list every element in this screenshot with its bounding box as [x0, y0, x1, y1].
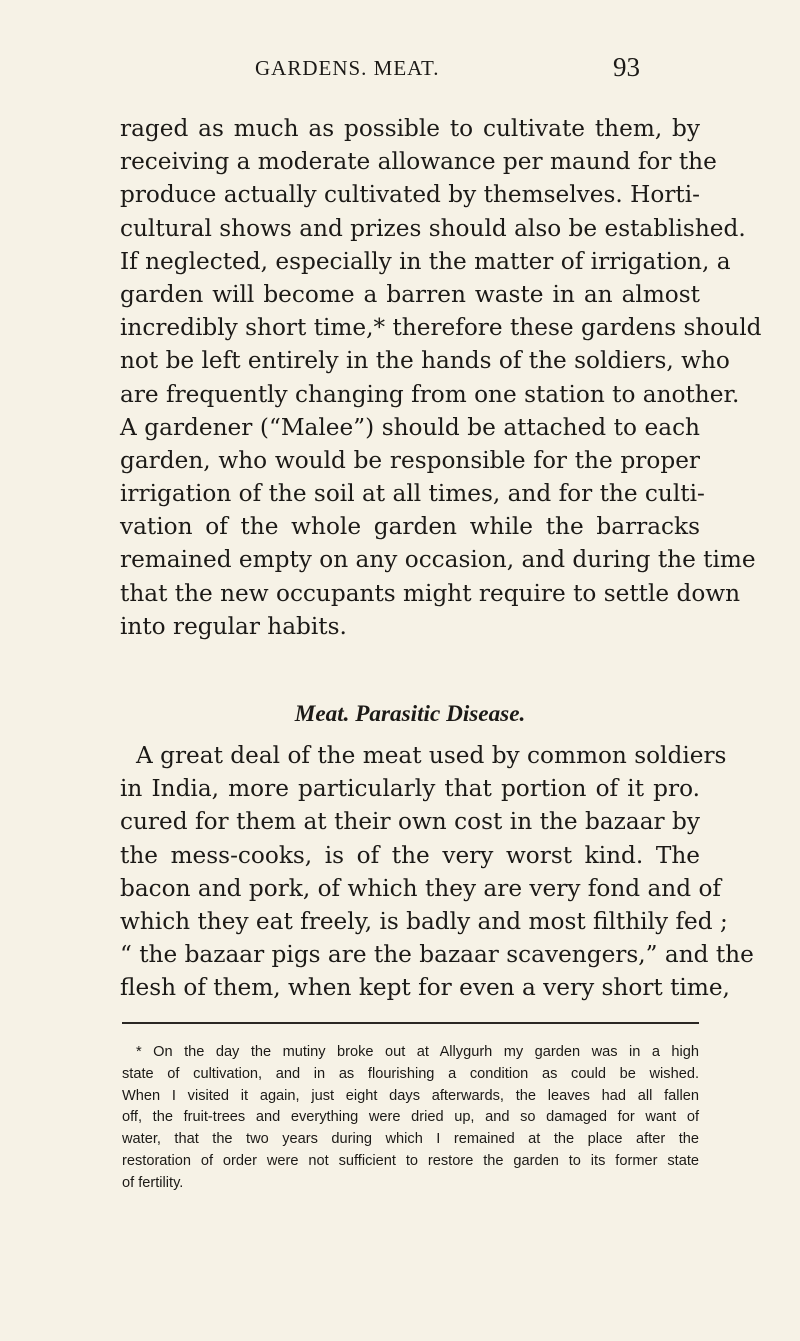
text-line: raged as much as possible to cultivate them, by: [120, 115, 700, 142]
text-line: cultural shows and prizes should also be established.: [120, 214, 746, 242]
page-number: 93: [613, 52, 640, 82]
text-line: vation of the whole garden while the barracks: [120, 513, 700, 541]
text-line: garden, who would be responsible for the proper: [120, 446, 700, 474]
footnote-line: restoration of order were not sufficient to restore the garden to its former state: [122, 1152, 699, 1169]
footnote-line: of fertility.: [122, 1174, 184, 1191]
text-line: that the new occupants might require to settle down: [120, 579, 741, 607]
text-line: receiving a moderate allowance per maund for the: [120, 148, 717, 176]
footnote-line: When I visited it again, just eight days afterwards, the leaves had all fallen: [122, 1087, 699, 1104]
text-line: are frequently changing from one station to another.: [120, 380, 740, 408]
text-line: irrigation of the soil at all times, and for the culti-: [120, 480, 705, 508]
footnote-line: state of cultivation, and in as flourishing a condition as could be wished.: [122, 1065, 699, 1082]
footnote-line: water, that the two years during which I remained at the place after the: [122, 1131, 699, 1148]
text-line: in India, more particularly that portion of it pro.: [120, 775, 700, 803]
text-line: A gardener (“Malee”) should be attached to each: [120, 413, 700, 441]
section-heading: Meat. Parasitic Disease.: [294, 701, 526, 727]
text-line: which they eat freely, is badly and most filthily fed ;: [120, 907, 728, 935]
text-line: incredibly short time,* therefore these gardens should: [120, 314, 762, 342]
text-line: into regular habits.: [120, 612, 347, 640]
text-line: flesh of them, when kept for even a very short time,: [120, 974, 730, 1002]
footnote-divider: [122, 1022, 699, 1024]
main-text: [120, 112, 762, 1002]
text-line: the mess-cooks, is of the very worst kind. The: [120, 841, 700, 869]
text-line: bacon and pork, of which they are very fond and of: [120, 874, 721, 902]
text-line: not be left entirely in the hands of the soldiers, who: [120, 347, 730, 375]
text-line: If neglected, especially in the matter of irrigation, a: [120, 247, 731, 275]
footnote-line: * On the day the mutiny broke out at Allygurh my garden was in a high: [136, 1044, 699, 1060]
text-line: produce actually cultivated by themselves. Horti-: [120, 181, 700, 209]
text-line: garden will become a barren waste in an almost: [120, 280, 700, 308]
paragraph-meat: [120, 739, 754, 1005]
footnote-line: off, the fruit-trees and everything were dried up, and so damaged for want of: [122, 1109, 699, 1126]
text-line: “ the bazaar pigs are the bazaar scavengers,” and the: [120, 941, 754, 969]
text-line: remained empty on any occasion, and during the time: [120, 546, 756, 574]
running-title: GARDENS. MEAT.: [255, 56, 440, 80]
paragraph-gardens: [120, 112, 762, 643]
footnote: [122, 1042, 699, 1195]
text-line: cured for them at their own cost in the bazaar by: [120, 808, 700, 836]
text-line: A great deal of the meat used by common soldiers: [136, 742, 727, 769]
running-head: [0, 52, 800, 88]
